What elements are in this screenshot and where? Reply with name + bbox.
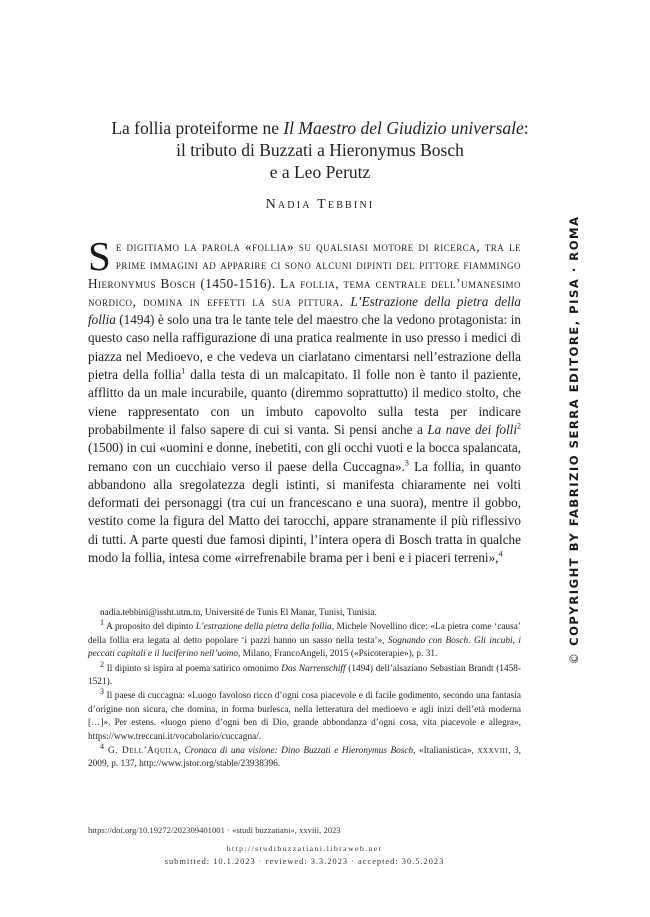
footnote-run: (1494) dell’alsaziano Sebastian Brandt (1458-1521). xyxy=(88,663,521,688)
author-affiliation: nadia.tebbini@issht.utm.tn, Université de Tunis El Manar, Tunisi, Tunisia. xyxy=(100,608,377,618)
footnote-italic: L’estrazione della pietra della follia xyxy=(195,622,332,633)
body-text xyxy=(88,233,522,567)
title-text: La follia proteiforme ne xyxy=(111,118,284,138)
footnote-run: , xyxy=(178,746,185,757)
footnote-1 xyxy=(88,618,521,661)
copyright-label: COPYRIGHT BY FABRIZIO SERRA EDITORE, PISA · ROMA xyxy=(567,215,581,652)
title-work-italic: Il Maestro del Giudizio universale xyxy=(283,118,524,138)
footnotes xyxy=(88,607,521,773)
footnote-3 xyxy=(88,687,521,744)
footnote-number: 1 xyxy=(100,618,104,628)
footnote-run: , 3, 2009, p. 137, http://www.jstor.org/stable/23938396. xyxy=(88,746,521,770)
submission-dates: submitted: 10.1.2023 · reviewed: 3.3.2023 · accepted: 30.5.2023 xyxy=(164,857,445,866)
footnote-number: 4 xyxy=(100,741,104,751)
body-run: dalla testa di un malcapitato. Il folle non è tanto il paziente, afflitto da un male incurabile, quanto (diremmo soprattutto) il medico stolto, che viene rappresentato con un imbuto capovolto sulla testa per indicare probabilmente il falso sapere di cui si vanta. Si pensi anche a xyxy=(88,367,521,437)
footnote-number: 2 xyxy=(100,659,104,669)
body-paragraph xyxy=(88,233,522,567)
doi-line[interactable]: https://doi.org/10.19272/202309401001 · «studi buzzatiani», xxviii, 2023 xyxy=(88,825,341,835)
footnote-ref-2[interactable]: 2 xyxy=(517,421,522,431)
copyright-notice xyxy=(567,205,581,675)
footnote-italic: Das Narrenschiff xyxy=(281,663,346,674)
title-line-3: e a Leo Perutz xyxy=(269,162,371,182)
copyright-icon: © xyxy=(567,651,581,665)
body-run: (1500) in cui «uomini e donne, inebetiti, con gli occhi vuoti e la bocca spalancata, remano con un cucchiaio verso il paese della Cuccagna». xyxy=(88,440,521,474)
title-line-2: il tributo di Buzzati a Hieronymus Bosch xyxy=(176,140,464,160)
title-line-1 xyxy=(70,117,570,139)
footnote-run: , «Italianistica», xyxy=(413,746,478,757)
footnote-number: 3 xyxy=(100,687,104,697)
footnote-author: G. Dell’Aquila xyxy=(104,746,179,757)
footnote-ref-1[interactable]: 1 xyxy=(181,366,186,376)
body-run: e digitiamo la parola «follia» su qualsiasi motore di ricerca, tra le prime immagini ad apparire ci sono alcuni dipinti del pittore fiammingo Hieronymus Bosch (1450-1516). La follia, tema centrale dell’umanesimo nordico, domina in effetti la sua pittura. xyxy=(88,239,521,309)
footnote-run: Il dipinto si ispira al poema satirico omonimo xyxy=(104,663,282,674)
footnote-run: A proposito del dipinto xyxy=(104,622,196,633)
body-run: La follia, in quanto abbandono alla sregolatezza degli istinti, si manifesta chiaramente nei volti deformati dei personaggi (tra cui un francescano e una suora), mentre il gobbo, vestito come la figura del Matto dei tarocchi, appare stranamente il più riflessivo di tutti. A parte questi due famosi dipinti, l’intera opera di Bosch tratta in qualche modo la follia, intesa come «irrefrenabile brama per i beni e i piaceri terreni», xyxy=(88,458,522,566)
footnote-italic: Sognando con Bosch. Gli incubi, i peccati capitali e il luciferino nell’uomo xyxy=(88,635,521,660)
copyright-sidebar xyxy=(567,205,581,675)
body-run: (1494) è solo una tra le tante tele del maestro che la vedono protagonista: in questo caso nella raffigurazione di una pratica realmente in uso presso i medici di piazza nel Medioevo, e che vedeva un ciarlatano cimentarsi nell’estrazione della pietra della follia xyxy=(88,312,521,383)
author-name: Nadia Tebbini xyxy=(265,197,375,212)
footnote-volume: xxxviii xyxy=(477,746,509,757)
body-italic: La nave dei folli xyxy=(427,421,518,437)
footnote-run: , Michele Novellino dice: «La pietra come ‘causa’ della follia era legata al detto popolare ‘i pazzi hanno un sasso nella testa’», xyxy=(88,622,521,646)
footnote-2 xyxy=(88,659,521,690)
footnote-run: , Milano, FrancoAngeli, 2015 («Psicoterapie»), p. 31. xyxy=(238,649,438,660)
journal-url[interactable]: http://studibuzzatiani.libraweb.net xyxy=(226,844,383,853)
drop-cap: S xyxy=(88,233,111,279)
footnote-ref-4[interactable]: 4 xyxy=(498,549,503,559)
footnote-ref-3[interactable]: 3 xyxy=(404,458,409,468)
footnote-run: Il paese di cuccagna: «Luogo favoloso ricco d’ogni cosa piacevole e di facile godimento, secondo una fantasia d’origine non sicura, che domina, in forma burlesca, nella letteratura del medioevo e agli inizi dell’età moderna […]». Per estens. «luogo pieno d’ogni ben di Dio, grande abbondanza d’ogni cosa, vita piacevole e allegra», https://www.treccani.it/vocabolario/cuccagna/. xyxy=(88,691,521,742)
article-title xyxy=(70,117,570,183)
title-colon: : xyxy=(523,118,529,138)
body-italic: L’Estrazione della pietra della follia xyxy=(88,293,522,328)
footnote-4 xyxy=(88,741,521,772)
footnote-italic: Cronaca di una visione: Dino Buzzati e Hieronymus Bosch xyxy=(184,746,414,757)
